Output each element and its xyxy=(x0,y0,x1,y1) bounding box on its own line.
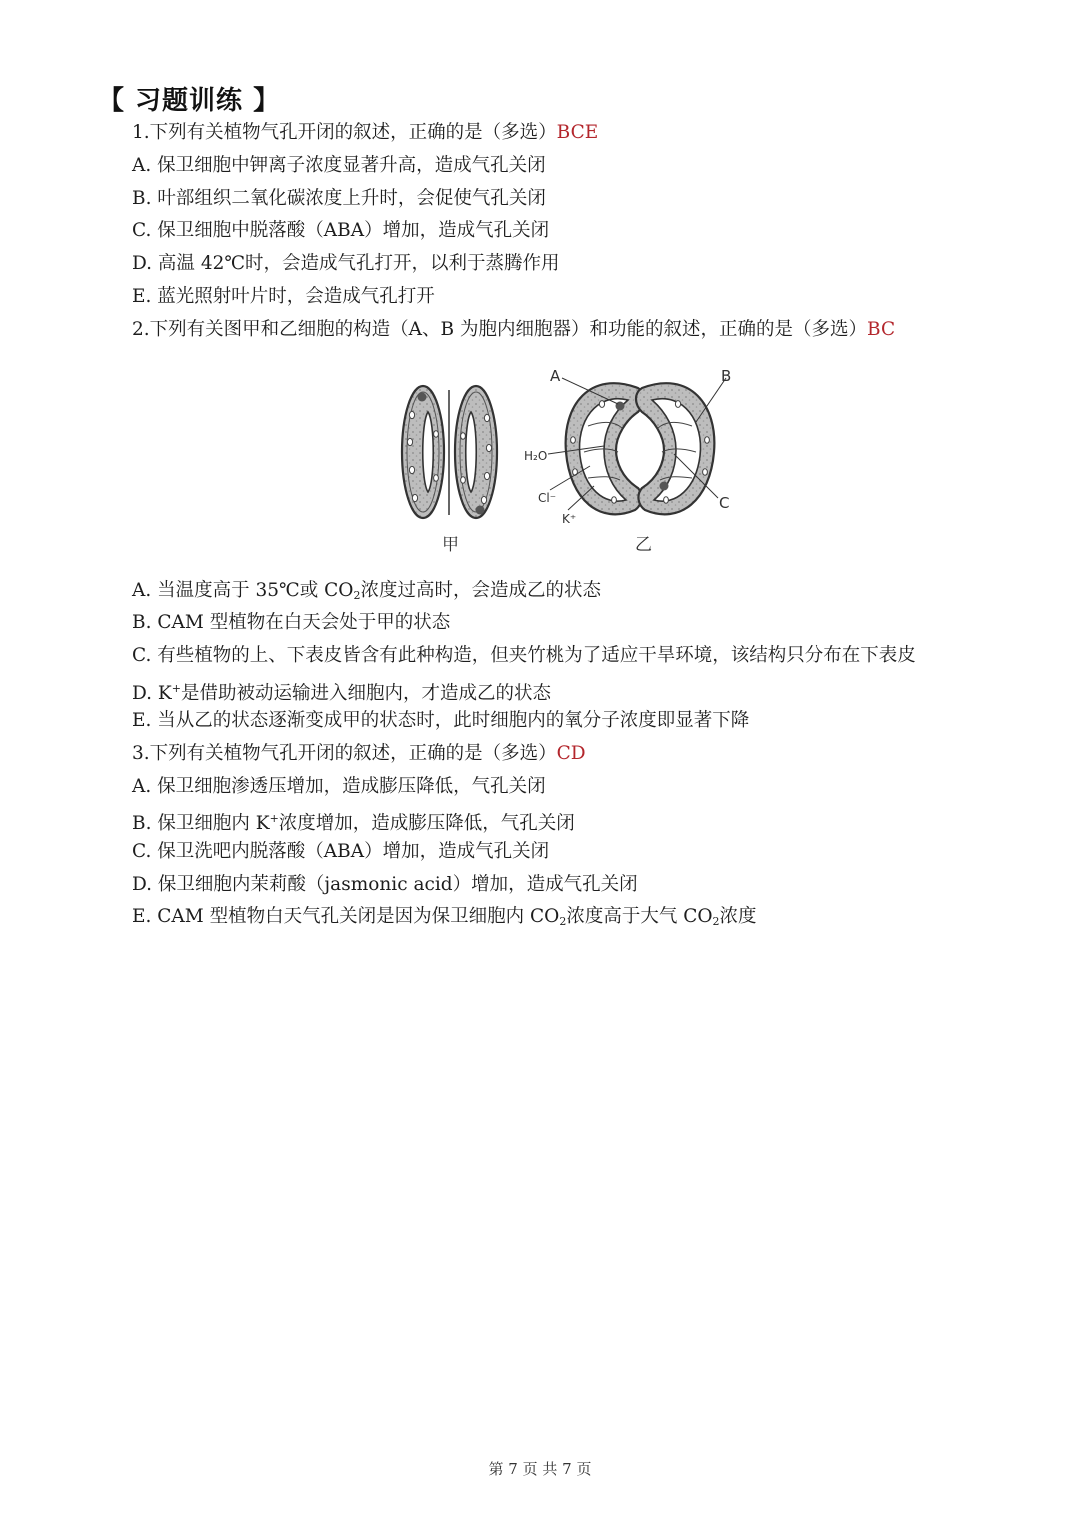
label-h2o: H₂O xyxy=(524,449,548,463)
organelle-a xyxy=(616,402,625,411)
q3-option-c: C. 保卫洗吧内脱落酸（ABA）增加，造成气孔关闭 xyxy=(132,841,550,862)
section-title: 【 习题训练 】 xyxy=(98,86,281,116)
q3-option-e-subscript-2: 2 xyxy=(712,915,720,928)
q3-option-e-text-2: 浓度高于大气 CO xyxy=(566,906,713,927)
q3-stem-text: 3.下列有关植物气孔开闭的叙述，正确的是（多选） xyxy=(132,743,557,764)
q3-stem xyxy=(132,742,586,766)
q2-option-a xyxy=(132,579,601,608)
q2-option-d-superscript: + xyxy=(171,682,181,695)
q3-option-b-text-1: B. 保卫细胞内 K xyxy=(132,813,270,834)
q2-option-c: C. 有些植物的上、下表皮皆含有此种构造，但夹竹桃为了适应干旱环境，该结构只分布在下表皮 xyxy=(132,645,916,666)
label-cl: Cl⁻ xyxy=(538,491,557,505)
q2-option-a-subscript: 2 xyxy=(353,589,361,602)
guard-cell-figure xyxy=(390,360,750,560)
q3-option-e xyxy=(132,905,757,934)
q3-option-e-text-1: E. CAM 型植物白天气孔关闭是因为保卫细胞内 CO xyxy=(132,906,560,927)
q3-answer: CD xyxy=(556,743,586,764)
q3-option-a: A. 保卫细胞渗透压增加，造成膨压降低，气孔关闭 xyxy=(132,776,546,797)
q2-stem-text: 2.下列有关图甲和乙细胞的构造（A、B 为胞内细胞器）和功能的叙述，正确的是（多选） xyxy=(132,319,867,340)
q2-option-a-text-2: 浓度过高时，会造成乙的状态 xyxy=(360,580,601,601)
label-k: K⁺ xyxy=(562,512,577,526)
q2-option-d xyxy=(132,677,551,706)
guard-cell-diagram xyxy=(390,360,750,560)
q2-stem xyxy=(132,318,895,342)
label-b: B xyxy=(721,367,732,385)
label-a: A xyxy=(550,367,561,385)
q3-option-b-text-2: 浓度增加，造成膨压降低，气孔关闭 xyxy=(278,813,575,834)
q3-option-b-superscript: + xyxy=(269,812,279,825)
caption-left: 甲 xyxy=(442,535,459,555)
q1-stem xyxy=(132,121,598,145)
q1-option-b: B. 叶部组织二氧化碳浓度上升时，会促使气孔关闭 xyxy=(132,188,546,209)
label-c: C xyxy=(719,494,730,512)
q2-option-b: B. CAM 型植物在白天会处于甲的状态 xyxy=(132,612,451,633)
q1-option-c: C. 保卫细胞中脱落酸（ABA）增加，造成气孔关闭 xyxy=(132,220,550,241)
page-footer: 第 7 页 共 7 页 xyxy=(488,1460,592,1478)
q2-option-e: E. 当从乙的状态逐渐变成甲的状态时，此时细胞内的氧分子浓度即显著下降 xyxy=(132,710,750,731)
q3-option-d: D. 保卫细胞内茉莉酸（jasmonic acid）增加，造成气孔关闭 xyxy=(132,874,638,895)
q3-option-e-text-3: 浓度 xyxy=(719,906,757,927)
q2-option-d-text-1: D. K xyxy=(132,683,172,704)
q3-option-e-subscript-1: 2 xyxy=(559,915,567,928)
caption-right: 乙 xyxy=(635,535,652,555)
q1-stem-text: 1.下列有关植物气孔开闭的叙述，正确的是（多选） xyxy=(132,122,557,143)
q1-answer: BCE xyxy=(556,122,599,143)
q3-option-b xyxy=(132,807,575,836)
q2-option-a-text-1: A. 当温度高于 35℃或 CO xyxy=(132,580,354,601)
q2-option-d-text-2: 是借助被动运输进入细胞内，才造成乙的状态 xyxy=(180,683,551,704)
q1-option-d: D. 高温 42℃时，会造成气孔打开，以利于蒸腾作用 xyxy=(132,253,560,274)
q1-option-e: E. 蓝光照射叶片时，会造成气孔打开 xyxy=(132,286,435,307)
q1-option-a: A. 保卫细胞中钾离子浓度显著升高，造成气孔关闭 xyxy=(132,155,546,176)
closed-stoma-cells xyxy=(402,386,497,518)
q2-answer: BC xyxy=(867,319,896,340)
